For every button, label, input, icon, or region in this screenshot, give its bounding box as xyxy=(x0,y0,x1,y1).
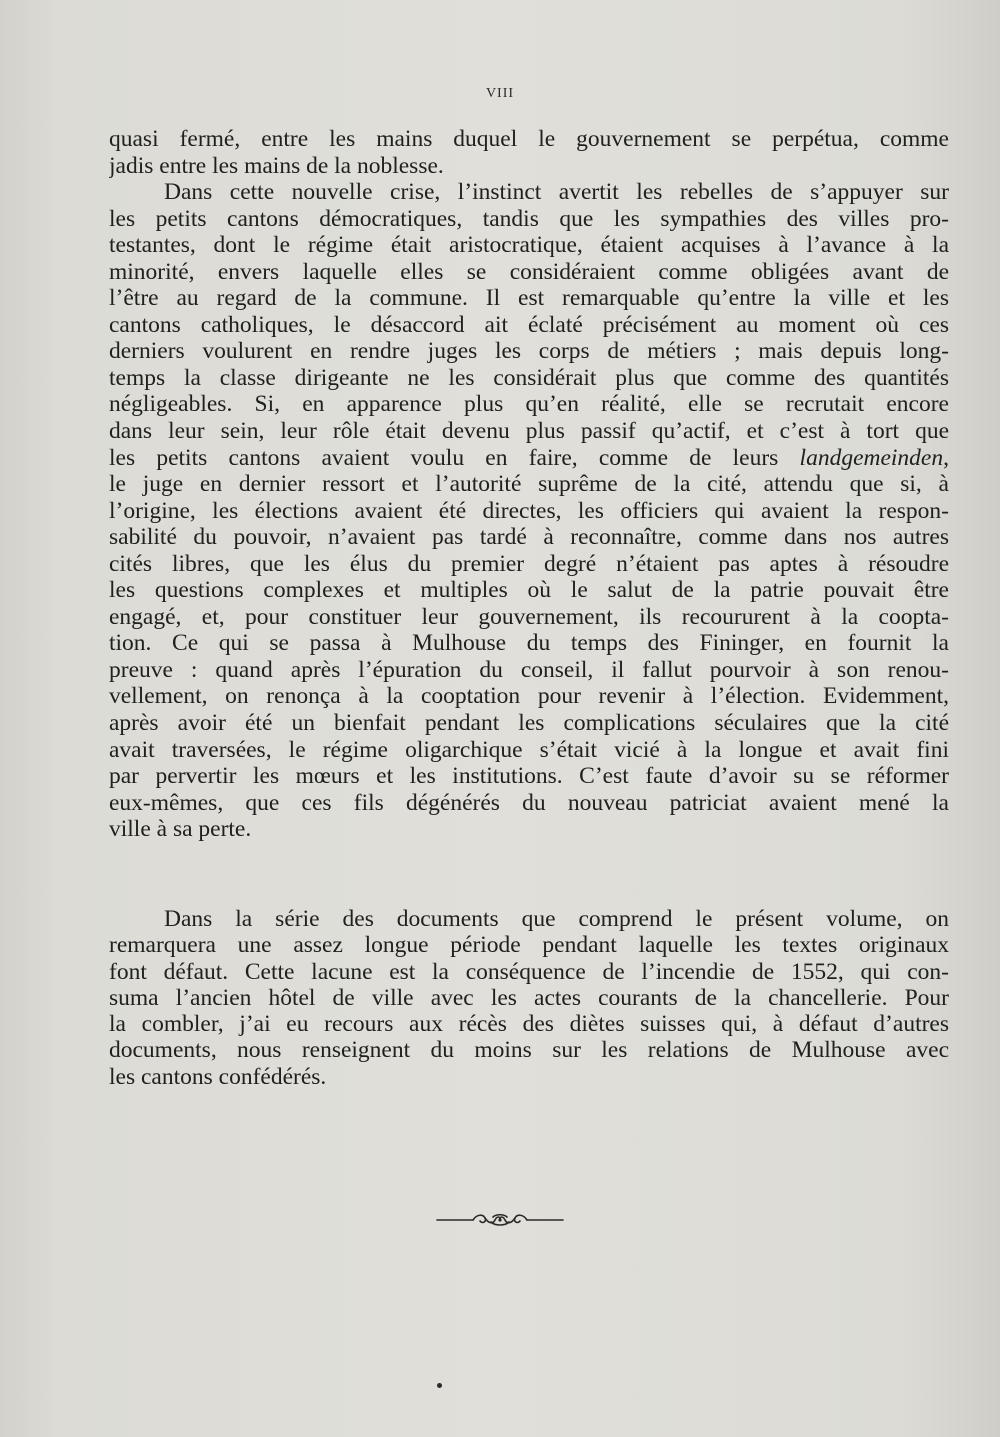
text-line: Dans la série des documents que comprend le présent volume, on xyxy=(164,906,949,932)
text-segment: , xyxy=(943,444,949,471)
text-line: ville à sa perte. xyxy=(109,816,252,843)
text-line: remarquera une assez longue période pendant laquelle les textes originaux xyxy=(109,932,949,959)
text-line: cités libres, que les élus du premier degré n’étaient pas aptes à résoudre xyxy=(109,550,949,577)
text-line: négligeables. Si, en apparence plus qu’en réalité, elle se recrutait encore xyxy=(109,391,949,418)
text-line: derniers voulurent en rendre juges les corps de métiers ; mais depuis long- xyxy=(109,338,949,365)
text-line: documents, nous renseignent du moins sur les relations de Mulhouse avec xyxy=(109,1037,949,1064)
text-line: Dans cette nouvelle crise, l’instinct avertit les rebelles de s’appuyer sur xyxy=(164,179,949,206)
text-block-closing xyxy=(109,906,949,1090)
page-number: VIII xyxy=(485,86,515,101)
text-line: quasi fermé, entre les mains duquel le gouvernement se perpétua, comme xyxy=(109,126,949,152)
text-line: engagé, et, pour constituer leur gouvernement, ils recoururent à la coopta- xyxy=(109,603,949,630)
text-segment: les petits cantons avaient voulu en faire, comme de leurs xyxy=(109,444,800,471)
text-line: jadis entre les mains de la noblesse. xyxy=(109,152,444,179)
text-line: font défaut. Cette lacune est la conséquence de l’incendie de 1552, qui con- xyxy=(109,958,949,985)
text-line: tion. Ce qui se passa à Mulhouse du temps des Fininger, en fournit la xyxy=(109,630,949,657)
text-line: eux-mêmes, que ces fils dégénérés du nouveau patriciat avaient mené la xyxy=(109,789,949,816)
text-line: le juge en dernier ressort et l’autorité suprême de la cité, attendu que si, à xyxy=(109,471,949,498)
text-line: sabilité du pouvoir, n’avaient pas tardé à reconnaître, comme dans nos autres xyxy=(109,524,949,551)
text-line: testantes, dont le régime était aristocratique, étaient acquises à l’avance à la xyxy=(109,232,949,259)
text-line: les questions complexes et multiples où le salut de la patrie pouvait être xyxy=(109,577,949,604)
text-line: dans leur sein, leur rôle était devenu plus passif qu’actif, et c’est à tort que xyxy=(109,418,949,445)
text-block-main xyxy=(109,126,949,843)
text-line: la combler, j’ai eu recours aux récès des diètes suisses qui, à défaut d’autres xyxy=(109,1011,949,1038)
text-line: suma l’ancien hôtel de ville avec les actes courants de la chancellerie. Pour xyxy=(109,984,949,1011)
text-line: les petits cantons démocratiques, tandis que les sympathies des villes pro- xyxy=(109,205,949,232)
text-line: temps la classe dirigeante ne les considérait plus que comme des quantités xyxy=(109,364,949,391)
text-line: vellement, on renonça à la cooptation pour revenir à l’élection. Evidemment, xyxy=(109,683,949,710)
ink-speck xyxy=(437,1383,442,1388)
text-line: cantons catholiques, le désaccord ait éclaté précisément au moment où ces xyxy=(109,311,949,338)
text-line: avait traversées, le régime oligarchique s’était vicié à la longue et avait fini xyxy=(109,736,949,763)
text-line-with-emphasis xyxy=(109,445,949,472)
text-line: minorité, envers laquelle elles se considéraient comme obligées avant de xyxy=(109,258,949,285)
emphasized-word: landgemeinden xyxy=(799,444,944,471)
text-line: les cantons confédérés. xyxy=(109,1063,327,1090)
fleuron-icon xyxy=(435,1208,565,1232)
text-line: preuve : quand après l’épuration du conseil, il fallut pourvoir à son renou- xyxy=(109,656,949,683)
text-line: par pervertir les mœurs et les institutions. C’est faute d’avoir su se réformer xyxy=(109,763,949,790)
text-line: l’être au regard de la commune. Il est remarquable qu’entre la ville et les xyxy=(109,285,949,312)
text-line: après avoir été un bienfait pendant les complications séculaires que la cité xyxy=(109,710,949,737)
text-line: l’origine, les élections avaient été directes, les officiers qui avaient la respon- xyxy=(109,497,949,524)
